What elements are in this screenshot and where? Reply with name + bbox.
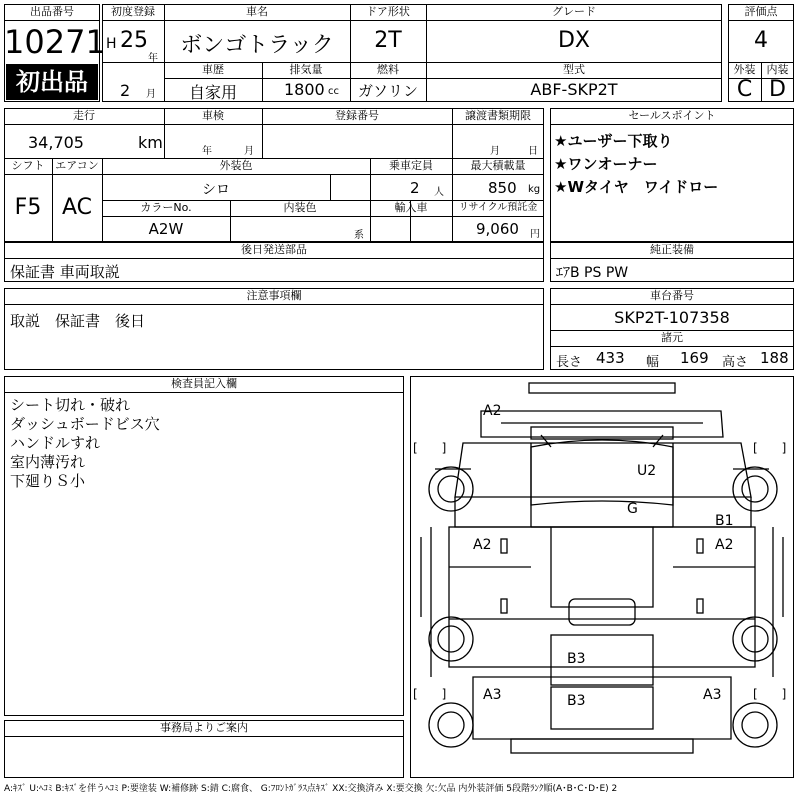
inspector-note: 室内薄汚れ bbox=[10, 453, 86, 471]
spec-label: 諸元 bbox=[661, 331, 683, 344]
vehicle-damage-diagram bbox=[410, 376, 794, 778]
notes-label: 注意事項欄 bbox=[246, 289, 302, 302]
inspection-label: 車検 bbox=[202, 109, 224, 122]
sales-point-item: ★ワンオーナー bbox=[554, 155, 658, 173]
damage-mark-windshield: U2 bbox=[637, 463, 657, 479]
grade: DX bbox=[557, 28, 590, 53]
damage-mark-rear-right: A3 bbox=[703, 687, 722, 703]
capacity-unit: 人 bbox=[434, 187, 444, 198]
exterior-label: 外装 bbox=[733, 63, 756, 76]
max-load: 850 bbox=[488, 179, 517, 197]
mileage: 34,705 bbox=[28, 133, 84, 152]
max-load-label: 最大積載量 bbox=[470, 159, 526, 172]
car-name: ボンゴトラック bbox=[180, 33, 334, 58]
chassis-number: SKP2T-107358 bbox=[614, 308, 730, 327]
recycle-amount: 9,060 bbox=[476, 220, 519, 238]
capacity: 2 bbox=[410, 179, 420, 197]
ext-color-label: 外装色 bbox=[219, 159, 253, 172]
sales-point-item: ★ユーザー下取り bbox=[554, 132, 673, 150]
first-reg-year: 25 bbox=[120, 28, 148, 53]
inspector-note: ダッシュボードビス穴 bbox=[10, 415, 160, 433]
sales-points-label: セールスポイント bbox=[628, 109, 716, 122]
vehicle-info-grid bbox=[4, 108, 544, 242]
length-value: 433 bbox=[596, 349, 625, 367]
history-label: 車歴 bbox=[202, 63, 224, 76]
transfer-month-unit: 月 bbox=[490, 146, 500, 157]
fuel-label: 燃料 bbox=[377, 63, 399, 76]
width-value: 169 bbox=[680, 349, 709, 367]
int-color-label: 内装色 bbox=[283, 201, 317, 214]
damage-mark-left-bed: A2 bbox=[473, 537, 492, 553]
inspector-note: シート切れ・破れ bbox=[10, 396, 131, 414]
lot-number-label: 出品番号 bbox=[30, 5, 74, 18]
shift-label: シフト bbox=[11, 159, 45, 172]
later-parts-label: 後日発送部品 bbox=[241, 243, 307, 256]
inspector-note: ハンドルすれ bbox=[10, 434, 101, 452]
office-label: 事務局よりご案内 bbox=[160, 721, 248, 734]
model-label: 型式 bbox=[563, 63, 585, 76]
bracket-marker: [ ] bbox=[413, 687, 447, 701]
mileage-label: 走行 bbox=[73, 109, 95, 122]
damage-mark-right-cab: B1 bbox=[715, 513, 734, 529]
bracket-marker: [ ] bbox=[753, 441, 787, 455]
car-name-label: 車名 bbox=[246, 5, 268, 18]
first-reg-month: 2 bbox=[120, 81, 131, 100]
inspector-label: 検査員記入欄 bbox=[171, 377, 237, 390]
history: 自家用 bbox=[188, 83, 237, 102]
interior-label: 内装 bbox=[766, 63, 789, 76]
interior-score: D bbox=[769, 77, 786, 102]
year-unit: 年 bbox=[148, 53, 158, 64]
width-label: 幅 bbox=[646, 355, 660, 370]
int-color-unit: 系 bbox=[354, 230, 364, 241]
transfer-label: 譲渡書類期限 bbox=[465, 109, 531, 122]
displacement-label: 排気量 bbox=[289, 63, 323, 76]
damage-mark-front: A2 bbox=[483, 403, 502, 419]
displacement-unit: cc bbox=[328, 86, 339, 97]
equipment-value: ｴｱB PS PW bbox=[556, 265, 629, 281]
length-label: 長さ bbox=[556, 355, 583, 370]
door-label: ドア形状 bbox=[366, 5, 410, 18]
damage-mark-bed-floor: B3 bbox=[567, 651, 586, 667]
lot-number: 10271 bbox=[4, 23, 106, 61]
bracket-marker: [ ] bbox=[413, 441, 447, 455]
legend-text: A:ｷｽﾞ U:ﾍｺﾐ B:ｷｽﾞを伴うﾍｺﾐ P:要塗装 W:補修跡 S:錆 C:腐食、 G:ﾌﾛﾝﾄｶﾞﾗｽ点ｷｽﾞ XX:交換済み X:要交換 欠:欠品 内外装評価 5段階ﾗﾝｸ順(A･B･C･D･E) 2 bbox=[4, 784, 618, 794]
equipment-label: 純正装備 bbox=[650, 243, 694, 256]
later-parts-value: 保証書 車両取説 bbox=[10, 263, 120, 281]
sales-points-box bbox=[550, 108, 794, 242]
damage-mark-right-bed: A2 bbox=[715, 537, 734, 553]
first-listing-text: 初出品 bbox=[16, 68, 88, 96]
sales-point-item: ★Wタイヤ ワイドロー bbox=[554, 178, 719, 196]
chassis-label: 車台番号 bbox=[650, 289, 694, 302]
mileage-unit: km bbox=[138, 133, 163, 152]
displacement: 1800 bbox=[284, 80, 325, 99]
first-reg-label: 初度登録 bbox=[111, 5, 155, 18]
color-no: A2W bbox=[148, 220, 184, 238]
bracket-marker: [ ] bbox=[753, 687, 787, 701]
ac-label: エアコン bbox=[55, 159, 99, 172]
fuel: ガソリン bbox=[357, 82, 418, 100]
ext-color: シロ bbox=[202, 182, 230, 198]
color-no-label: カラーNo. bbox=[140, 201, 192, 214]
reg-number-label: 登録番号 bbox=[335, 109, 379, 122]
score-label: 評価点 bbox=[744, 5, 778, 18]
grade-label: グレード bbox=[552, 5, 596, 18]
import-label: 輸入車 bbox=[394, 201, 428, 214]
recycle-unit: 円 bbox=[530, 229, 540, 240]
door: 2T bbox=[374, 28, 402, 53]
damage-mark-rear-floor: B3 bbox=[567, 693, 586, 709]
capacity-label: 乗車定員 bbox=[389, 159, 433, 172]
score: 4 bbox=[754, 28, 768, 53]
shift: F5 bbox=[14, 195, 42, 220]
truck-outline-drawing bbox=[411, 377, 793, 777]
era: H bbox=[106, 36, 117, 52]
inspection-month-unit: 月 bbox=[244, 146, 254, 157]
exterior-score: C bbox=[736, 77, 753, 102]
inspection-year-unit: 年 bbox=[202, 146, 212, 157]
recycle-label: リサイクル預託金 bbox=[458, 202, 538, 213]
max-load-unit: kg bbox=[528, 184, 541, 195]
model: ABF-SKP2T bbox=[530, 80, 618, 99]
damage-mark-rear-left: A3 bbox=[483, 687, 502, 703]
damage-mark-glass: G bbox=[627, 501, 638, 517]
height-value: 188 bbox=[760, 349, 789, 367]
height-label: 高さ bbox=[722, 355, 749, 370]
ac: AC bbox=[61, 195, 93, 220]
notes-value: 取説 保証書 後日 bbox=[10, 312, 146, 330]
transfer-day-unit: 日 bbox=[528, 146, 538, 157]
month-unit: 月 bbox=[146, 89, 156, 100]
inspector-note: 下廻りＳ小 bbox=[10, 472, 86, 490]
